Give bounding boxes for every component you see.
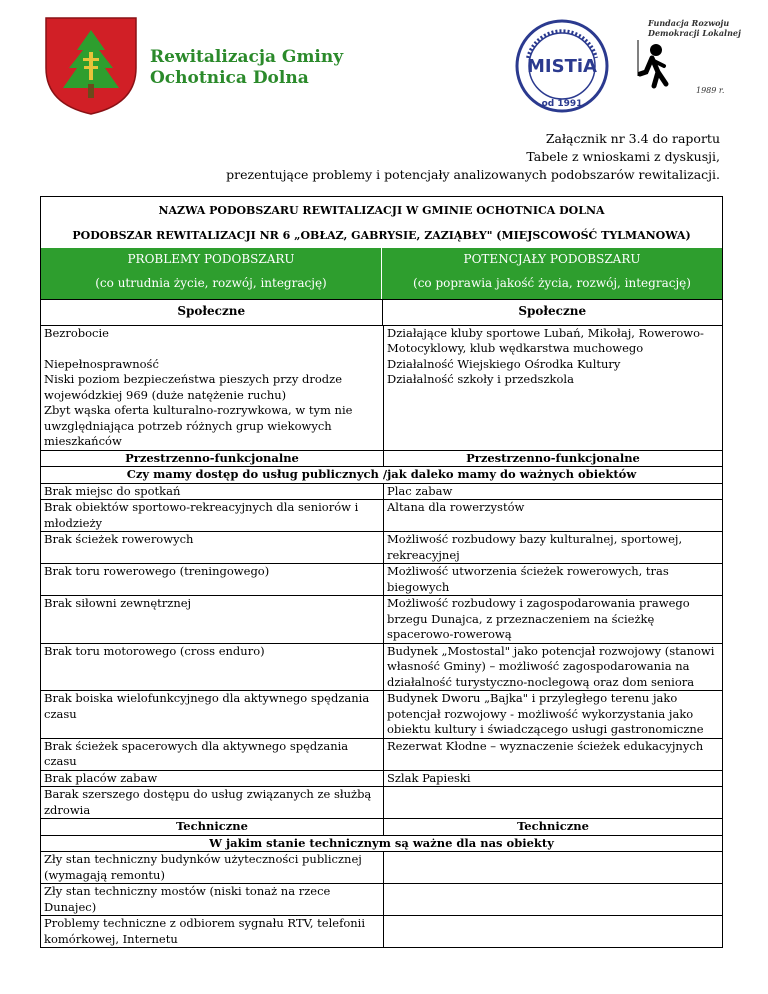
column-subtitles bbox=[41, 271, 722, 299]
list-item: Działające kluby sportowe Lubań, Mikołaj, Rowerowo-Motocyklowy, klub wędkarstwa muchowego bbox=[387, 325, 704, 355]
potential-cell: Budynek „Mostostal" jako potencjał rozwojowy (stanowi własność Gminy) – możliwość zagospodarowania na działalność turystyczno-noclegową oraz dom seniora bbox=[387, 643, 715, 689]
problems-subtitle: (co utrudnia życie, rozwój, integrację) bbox=[95, 276, 327, 290]
spatial-question bbox=[41, 466, 722, 483]
annex-line-1: Załącznik nr 3.4 do raportu bbox=[545, 131, 720, 146]
page-header bbox=[0, 0, 768, 115]
frdl-name bbox=[648, 18, 741, 38]
problem-cell: Brak placów zabaw bbox=[41, 771, 384, 787]
potentials-title: POTENCJAŁY PODOBSZARU bbox=[381, 248, 722, 271]
potential-cell: Plac zabaw bbox=[387, 483, 453, 498]
problem-cell: Brak obiektów sportowo-rekreacyjnych dla seniorów i młodzieży bbox=[41, 500, 384, 531]
table-row bbox=[41, 531, 722, 563]
potentials-subtitle: (co poprawia jakość życia, rozwój, integrację) bbox=[381, 271, 722, 299]
technical-rows bbox=[41, 851, 722, 948]
problem-cell: Problemy techniczne z odbiorem sygnału RTV, telefonii komórkowej, Internetu bbox=[41, 916, 384, 947]
potential-cell bbox=[384, 787, 722, 818]
social-block bbox=[41, 325, 722, 450]
problem-cell: Brak toru motorowego (cross enduro) bbox=[41, 644, 384, 691]
conclusions-table bbox=[40, 196, 723, 948]
table-row bbox=[41, 851, 722, 883]
technical-right-heading: Techniczne bbox=[517, 819, 589, 833]
potential-cell: Altana dla rowerzystów bbox=[387, 500, 525, 514]
table-row bbox=[41, 915, 722, 948]
problem-cell: Brak ścieżek rowerowych bbox=[41, 532, 384, 563]
spatial-left-heading: Przestrzenno-funkcjonalne bbox=[41, 451, 384, 467]
table-row bbox=[41, 483, 722, 500]
list-item: Działalność Wiejskiego Ośrodka Kultury bbox=[387, 356, 621, 371]
table-row bbox=[41, 786, 722, 818]
problem-cell: Brak miejsc do spotkań bbox=[41, 484, 384, 500]
problem-cell: Barak szerszego dostępu do usług związanych ze służbą zdrowia bbox=[41, 787, 384, 818]
mistia-year: od 1991 bbox=[541, 99, 583, 109]
table-row bbox=[41, 595, 722, 643]
potential-cell bbox=[384, 852, 722, 883]
social-right-heading: Społeczne bbox=[382, 300, 723, 325]
section-social-header bbox=[41, 299, 722, 325]
social-potentials bbox=[384, 326, 722, 450]
frdl-logo bbox=[636, 18, 746, 104]
potential-cell: Możliwość utworzenia ścieżek rowerowych, tras biegowych bbox=[387, 564, 669, 594]
table-row bbox=[41, 563, 722, 595]
potential-cell: Możliwość rozbudowy i zagospodarowania prawego brzegu Dunajca, z przeznaczeniem na ścieżkę spacerowo-rowerową bbox=[387, 596, 690, 641]
social-left-heading: Społeczne bbox=[177, 304, 246, 318]
social-problems bbox=[41, 326, 384, 450]
table-row bbox=[41, 499, 722, 531]
potential-cell: Rezerwat Kłodne – wyznaczenie ścieżek edukacyjnych bbox=[387, 738, 704, 753]
frdl-name-line-1: Fundacja Rozwoju bbox=[648, 18, 730, 28]
annex-caption bbox=[226, 130, 720, 184]
technical-question-text: W jakim stanie technicznym są ważne dla nas obiekty bbox=[209, 835, 554, 850]
table-row bbox=[41, 770, 722, 787]
list-item: Niepełnosprawność bbox=[44, 356, 159, 371]
potential-cell: Budynek Dworu „Bajka" i przyległego terenu jako potencjał rozwojowy - możliwość wykorzystania jako obiektu kultury i świadczącego usługi gastronomiczne bbox=[387, 691, 704, 736]
problem-cell: Zły stan techniczny mostów (niski tonaż na rzece Dunajec) bbox=[41, 884, 384, 915]
table-row bbox=[41, 738, 722, 770]
table-row bbox=[41, 883, 722, 915]
potential-cell bbox=[384, 884, 722, 915]
annex-line-2: Tabele z wnioskami z dyskusji, bbox=[526, 149, 720, 164]
mistia-logo-icon bbox=[514, 18, 610, 114]
title-line-2: Ochotnica Dolna bbox=[150, 68, 309, 88]
potential-cell: Szlak Papieski bbox=[387, 770, 471, 785]
section-spatial-header bbox=[41, 450, 722, 467]
problem-cell: Brak ścieżek spacerowych dla aktywnego spędzania czasu bbox=[41, 739, 384, 770]
frdl-year: 1989 r. bbox=[696, 86, 725, 95]
potential-cell bbox=[384, 916, 722, 947]
spatial-question-text: Czy mamy dostęp do usług publicznych /jak daleko mamy do ważnych obiektów bbox=[126, 467, 637, 481]
table-row bbox=[41, 690, 722, 738]
section-technical-header bbox=[41, 818, 722, 835]
page-title bbox=[150, 47, 343, 89]
table-banner-subarea-6: PODOBSZAR REWITALIZACJI NR 6 „OBŁAZ, GABRYSIE, ZAZIĄBŁY" (MIEJSCOWOŚĆ TYLMANOWA) bbox=[72, 228, 691, 242]
potential-cell: Możliwość rozbudowy bazy kulturalnej, sportowej, rekreacyjnej bbox=[387, 532, 683, 562]
title-line-1: Rewitalizacja Gminy bbox=[150, 47, 344, 67]
table-banner-subarea-name: NAZWA PODOBSZARU REWITALIZACJI W GMINIE OCHOTNICA DOLNA bbox=[158, 204, 605, 217]
table-row bbox=[41, 643, 722, 691]
technical-left-heading: Techniczne bbox=[41, 819, 384, 835]
frdl-name-line-2: Demokracji Lokalnej bbox=[648, 28, 741, 38]
list-item: Działalność szkoły i przedszkola bbox=[387, 372, 574, 386]
problem-cell: Zły stan techniczny budynków użyteczności publicznej (wymagają remontu) bbox=[41, 852, 384, 883]
list-item: Niski poziom bezpieczeństwa pieszych przy drodze wojewódzkiej 969 (duże natężenie ruchu) bbox=[44, 372, 342, 402]
technical-question bbox=[41, 835, 722, 852]
annex-line-3: prezentujące problemy i potencjały analizowanych podobszarów rewitalizacji. bbox=[226, 167, 720, 182]
spatial-right-heading: Przestrzenno-funkcjonalne bbox=[466, 450, 640, 465]
list-item: Zbyt wąska oferta kulturalno-rozrywkowa, w tym nie uwzględniająca potrzeb różnych grup wiekowych mieszkańców bbox=[44, 403, 353, 448]
spatial-rows bbox=[41, 483, 722, 819]
problem-cell: Brak toru rowerowego (treningowego) bbox=[41, 564, 384, 595]
column-titles bbox=[41, 248, 722, 271]
problems-title: PROBLEMY PODOBSZARU bbox=[127, 252, 295, 266]
problem-cell: Brak siłowni zewnętrznej bbox=[41, 596, 384, 643]
running-figure-icon bbox=[636, 40, 696, 100]
list-item: Bezrobocie bbox=[44, 325, 109, 340]
problem-cell: Brak boiska wielofunkcyjnego dla aktywnego spędzania czasu bbox=[41, 691, 384, 738]
coat-of-arms-icon bbox=[44, 16, 138, 116]
mistia-text: MISTiA bbox=[527, 56, 597, 77]
list-item-spacer bbox=[44, 341, 380, 357]
